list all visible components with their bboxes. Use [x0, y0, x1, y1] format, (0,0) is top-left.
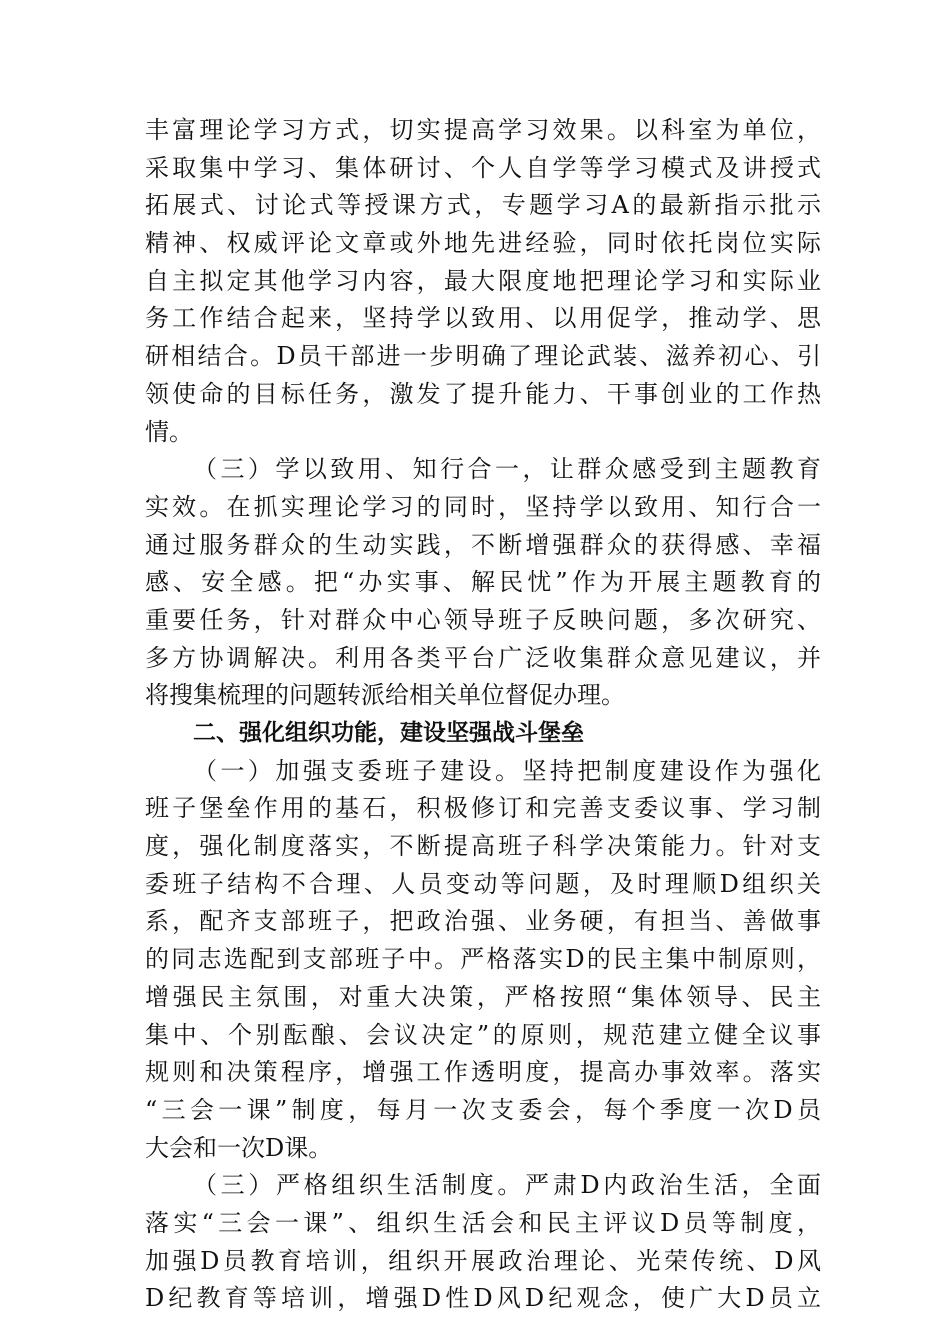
text-line: “三会一课”制度，每月一次支委会，每个季度一次D员	[145, 1095, 821, 1124]
text-line: 丰富理论学习方式，切实提高学习效果。以科室为单位，	[145, 116, 821, 144]
text-line: 将搜集梳理的问题转派给相关单位督促办理。	[145, 681, 625, 710]
text-line: 研相结合。D员干部进一步明确了理论武装、滋养初心、引	[145, 342, 821, 371]
text-line: 的同志选配到支部班子中。严格落实D的民主集中制原则，	[145, 945, 821, 974]
text-line: 采取集中学习、集体研讨、个人自学等学习模式及讲授式	[145, 153, 821, 182]
text-line: 实效。在抓实理论学习的同时，坚持学以致用、知行合一	[145, 492, 821, 521]
text-line: 大会和一次D课。	[145, 1133, 333, 1162]
text-line: 班子堡垒作用的基石，积极修订和完善支委议事、学习制	[145, 794, 821, 823]
text-line: 情。	[145, 417, 193, 446]
text-line: 务工作结合起来，坚持学以致用、以用促学，推动学、思	[145, 304, 821, 333]
document-body	[145, 112, 821, 1318]
text-line: 领使命的目标任务，激发了提升能力、干事创业的工作热	[145, 379, 821, 408]
text-line: 委班子结构不合理、人员变动等问题，及时理顺D组织关	[145, 869, 821, 898]
text-line: 感、安全感。把“办实事、解民忧”作为开展主题教育的	[145, 568, 821, 597]
text-line: （三）严格组织生活制度。严肃D内政治生活，全面	[193, 1171, 821, 1200]
text-line: （三）学以致用、知行合一，让群众感受到主题教育	[193, 455, 821, 484]
text-line: 增强民主氛围，对重大决策，严格按照“集体领导、民主	[145, 982, 821, 1011]
text-line: 自主拟定其他学习内容，最大限度地把理论学习和实际业	[145, 266, 821, 295]
text-line: 加强D员教育培训，组织开展政治理论、光荣传统、D风	[145, 1246, 821, 1275]
text-line: D纪教育等培训，增强D性D风D纪观念，使广大D员立	[145, 1284, 821, 1313]
text-line: （一）加强支委班子建设。坚持把制度建设作为强化	[193, 756, 821, 785]
text-line: 精神、权威评论文章或外地先进经验，同时依托岗位实际	[145, 229, 821, 258]
text-line: 多方协调解决。利用各类平台广泛收集群众意见建议，并	[145, 643, 821, 672]
text-line: 重要任务，针对群众中心领导班子反映问题，多次研究、	[145, 605, 821, 634]
text-line: 集中、个别酝酿、会议决定”的原则，规范建立健全议事	[145, 1020, 821, 1049]
text-line: 落实“三会一课”、组织生活会和民主评议D员等制度，	[145, 1208, 821, 1237]
text-line: 通过服务群众的生动实践，不断增强群众的获得感、幸福	[145, 530, 821, 559]
section-heading: 二、强化组织功能，建设坚强战斗堡垒	[193, 720, 584, 746]
text-line: 系，配齐支部班子，把政治强、业务硬，有担当、善做事	[145, 907, 821, 936]
text-line: 度，强化制度落实，不断提高班子科学决策能力。针对支	[145, 832, 821, 861]
text-line: 拓展式、讨论式等授课方式，专题学习A的最新指示批示	[145, 191, 821, 220]
text-line: 规则和决策程序，增强工作透明度，提高办事效率。落实	[145, 1058, 821, 1087]
